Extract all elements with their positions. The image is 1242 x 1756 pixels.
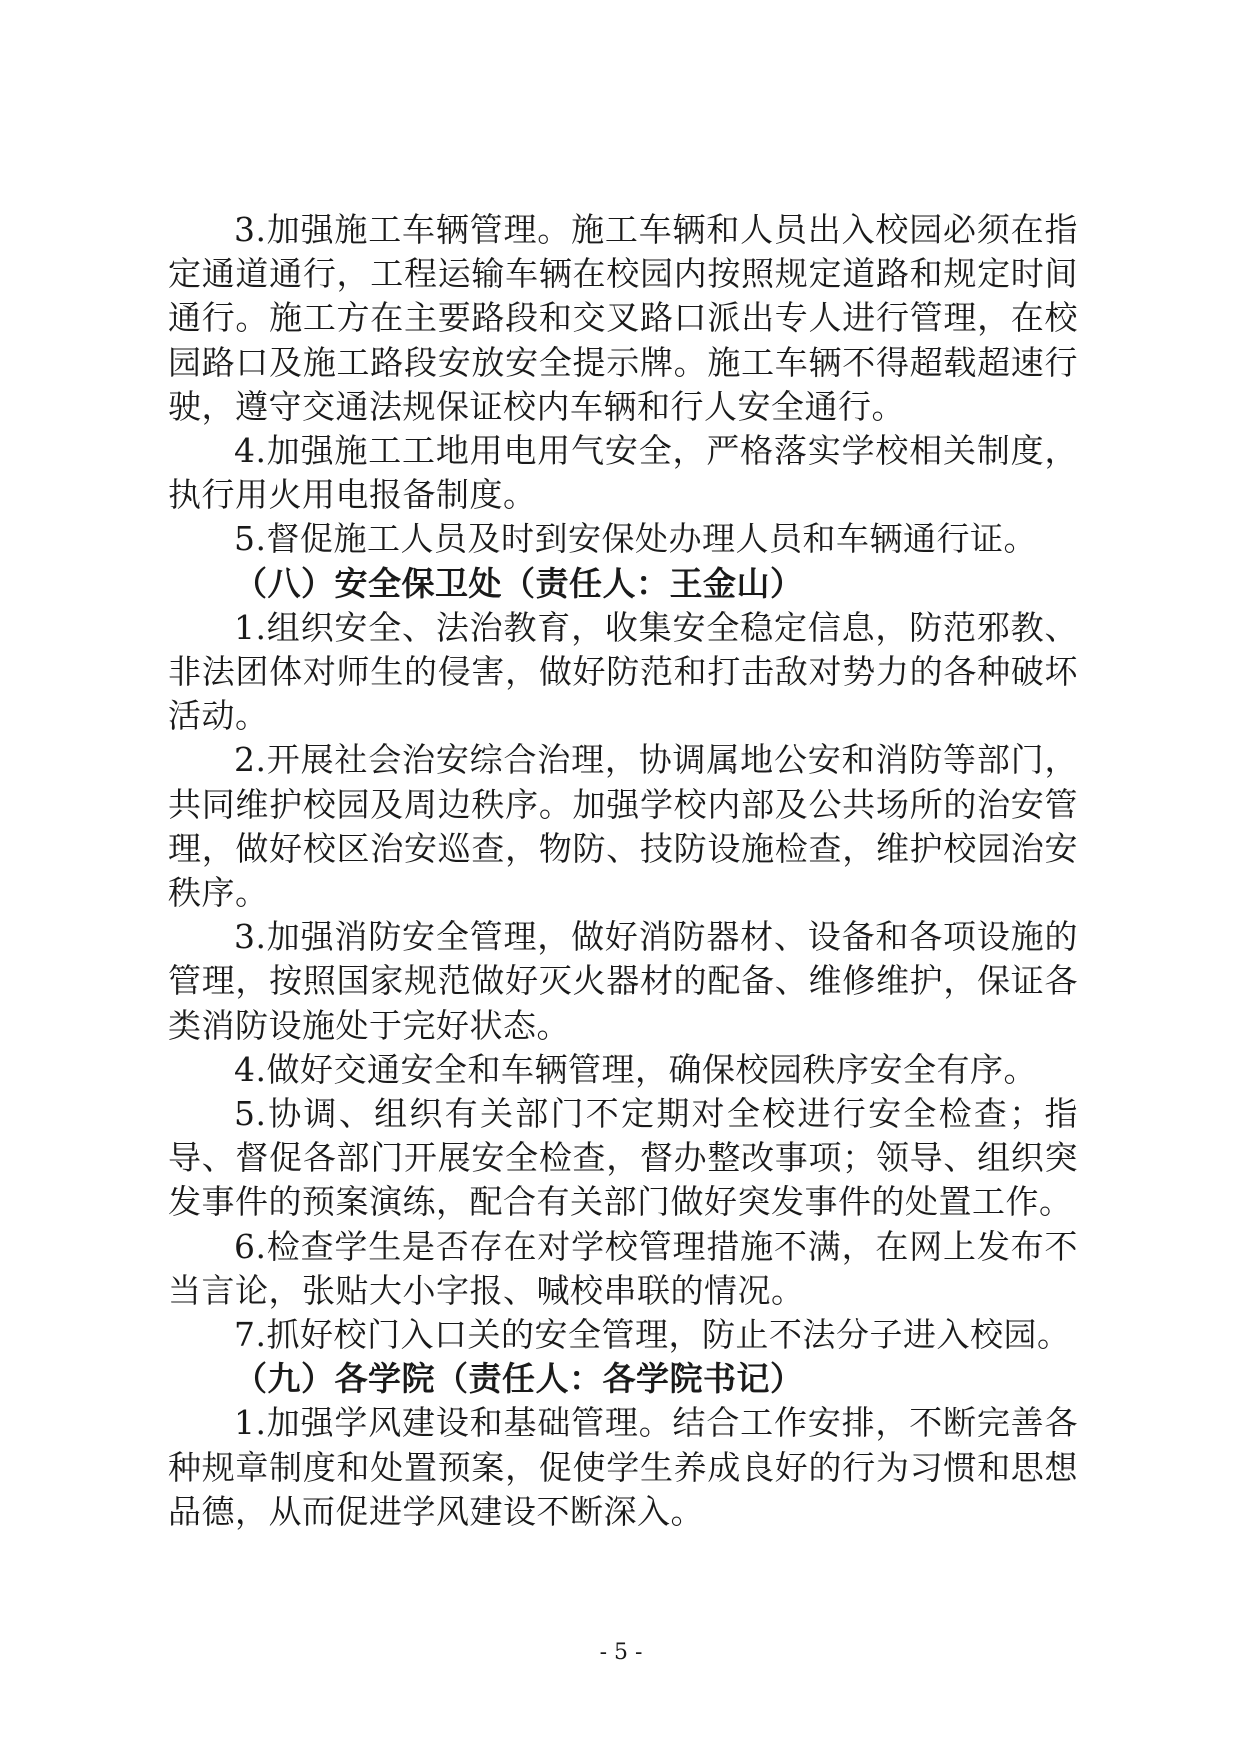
section-heading: （八）安全保卫处（责任人：王金山）: [234, 563, 804, 603]
paragraph: 5.督促施工人员及时到安保处办理人员和车辆通行证。: [234, 519, 1037, 559]
paragraph: 6.检查学生是否存在对学校管理措施不满，在网上发布不当言论，张贴大小字报、喊校串联的情况。: [168, 1226, 1078, 1310]
paragraph: 3.加强消防安全管理，做好消防器材、设备和各项设施的管理，按照国家规范做好灭火器材的配备、维修维护，保证各类消防设施处于完好状态。: [168, 917, 1078, 1045]
paragraph: 1.加强学风建设和基础管理。结合工作安排，不断完善各种规章制度和处置预案，促使学生养成良好的行为习惯和思想品德，从而促进学风建设不断深入。: [168, 1403, 1078, 1531]
paragraph: 7.抓好校门入口关的安全管理，防止不法分子进入校园。: [234, 1315, 1071, 1355]
paragraph: 2.开展社会治安综合治理，协调属地公安和消防等部门，共同维护校园及周边秩序。加强学校内部及公共场所的治安管理，做好校区治安巡查，物防、技防设施检查，维护校园治安秩序。: [168, 740, 1078, 913]
paragraph: 4.加强施工工地用电用气安全，严格落实学校相关制度，执行用火用电报备制度。: [168, 431, 1078, 515]
section-heading: （九）各学院（责任人：各学院书记）: [234, 1359, 804, 1399]
paragraph: 4.做好交通安全和车辆管理，确保校园秩序安全有序。: [234, 1049, 1037, 1089]
body-text: [168, 208, 1078, 1534]
paragraph: 1.组织安全、法治教育，收集安全稳定信息，防范邪教、非法团体对师生的侵害，做好防范和打击敌对势力的各种破坏活动。: [168, 607, 1078, 736]
page-number: - 5 -: [599, 1640, 643, 1665]
paragraph: 3.加强施工车辆管理。施工车辆和人员出入校园必须在指定通道通行，工程运输车辆在校园内按照规定道路和规定时间通行。施工方在主要路段和交叉路口派出专人进行管理，在校园路口及施工路段安放安全提示牌。施工车辆不得超载超速行驶，遵守交通法规保证校内车辆和行人安全通行。: [168, 210, 1078, 426]
paragraph: 5.协调、组织有关部门不定期对全校进行安全检查；指导、督促各部门开展安全检查，督办整改事项；领导、组织突发事件的预案演练，配合有关部门做好突发事件的处置工作。: [168, 1094, 1078, 1222]
